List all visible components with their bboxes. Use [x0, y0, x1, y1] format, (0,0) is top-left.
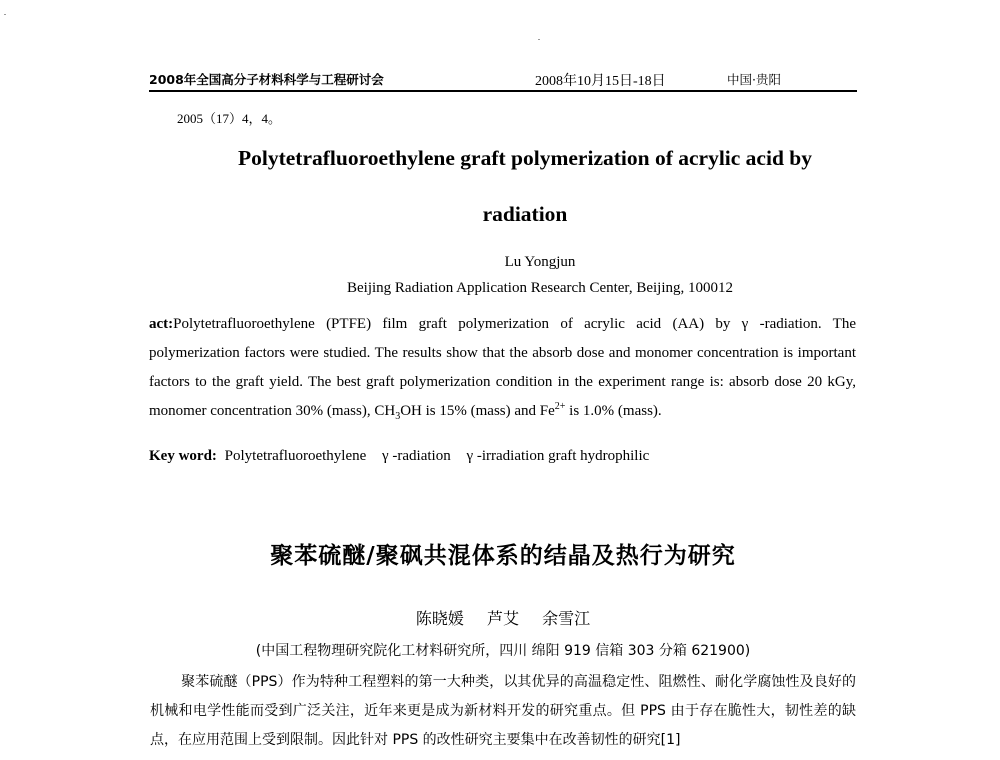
keyword: γ -radiation: [382, 448, 451, 464]
english-affiliation: Beijing Radiation Application Research Center, Beijing, 100012: [347, 280, 733, 296]
header-location: 中国·贵阳: [727, 72, 781, 87]
chinese-authors: [150, 606, 856, 629]
english-title-line-2: radiation: [482, 202, 568, 226]
chinese-body-text: [150, 668, 856, 755]
abstract-text-3: is 1.0% (mass).: [565, 403, 662, 419]
header-conference: 2008年全国高分子材料科学与工程研讨会: [149, 72, 384, 87]
chinese-author: 余雪江: [542, 609, 591, 628]
scan-speck: [538, 39, 540, 40]
chinese-affiliation: (中国工程物理研究院化工材料研究所，四川 绵阳 919 信箱 303 分箱 621900): [255, 643, 751, 659]
english-keywords: [149, 448, 856, 465]
header-date: 2008年10月15日-18日: [535, 74, 666, 89]
chinese-author: 陈晓媛: [415, 609, 464, 628]
keyword: Polytetrafluoroethylene: [224, 448, 367, 464]
english-author: Lu Yongjun: [504, 254, 576, 270]
abstract-subscript: 3: [395, 411, 401, 422]
running-header: [149, 66, 857, 92]
abstract-superscript: 2+: [554, 401, 566, 412]
chinese-body-paragraph: 聚苯硫醚（PPS）作为特种工程塑料的第一大种类，以其优异的高温稳定性、阻燃性、耐化学腐蚀性及良好的机械和电学性能而受到广泛关注，近年来更是成为新材料开发的研究重点。但 PPS 由于存在脆性大，韧性差的缺点，在应用范围上受到限制。因此针对 PPS 的改性研究主要集中在改善韧性的研究[1]: [150, 674, 856, 748]
english-abstract: [149, 310, 856, 426]
keywords-label: Key word:: [149, 448, 217, 464]
abstract-label: act:: [149, 316, 174, 332]
scan-speck: [4, 14, 6, 15]
chinese-author: 芦艾: [486, 609, 519, 628]
english-title-line-1: Polytetrafluoroethylene graft polymerization of acrylic acid by: [238, 146, 812, 170]
keyword: γ -irradiation graft hydrophilic: [466, 448, 650, 464]
abstract-text-1: Polytetrafluoroethylene (PTFE) film graft polymerization of acrylic acid (AA) by γ -radiation. The polymerization factors were studied. The results show that the absorb dose and monomer concentration is important factors to the graft yield. The best graft polymerization condition in the experiment range is: absorb dose 20 kGy, monomer concentration 30% (mass), CH: [149, 316, 856, 419]
chinese-title: 聚苯硫醚/聚砜共混体系的结晶及热行为研究: [270, 543, 736, 569]
reference-tail: 2005（17）4，4。: [177, 111, 282, 126]
abstract-text-2: OH is 15% (mass) and Fe: [400, 403, 555, 419]
